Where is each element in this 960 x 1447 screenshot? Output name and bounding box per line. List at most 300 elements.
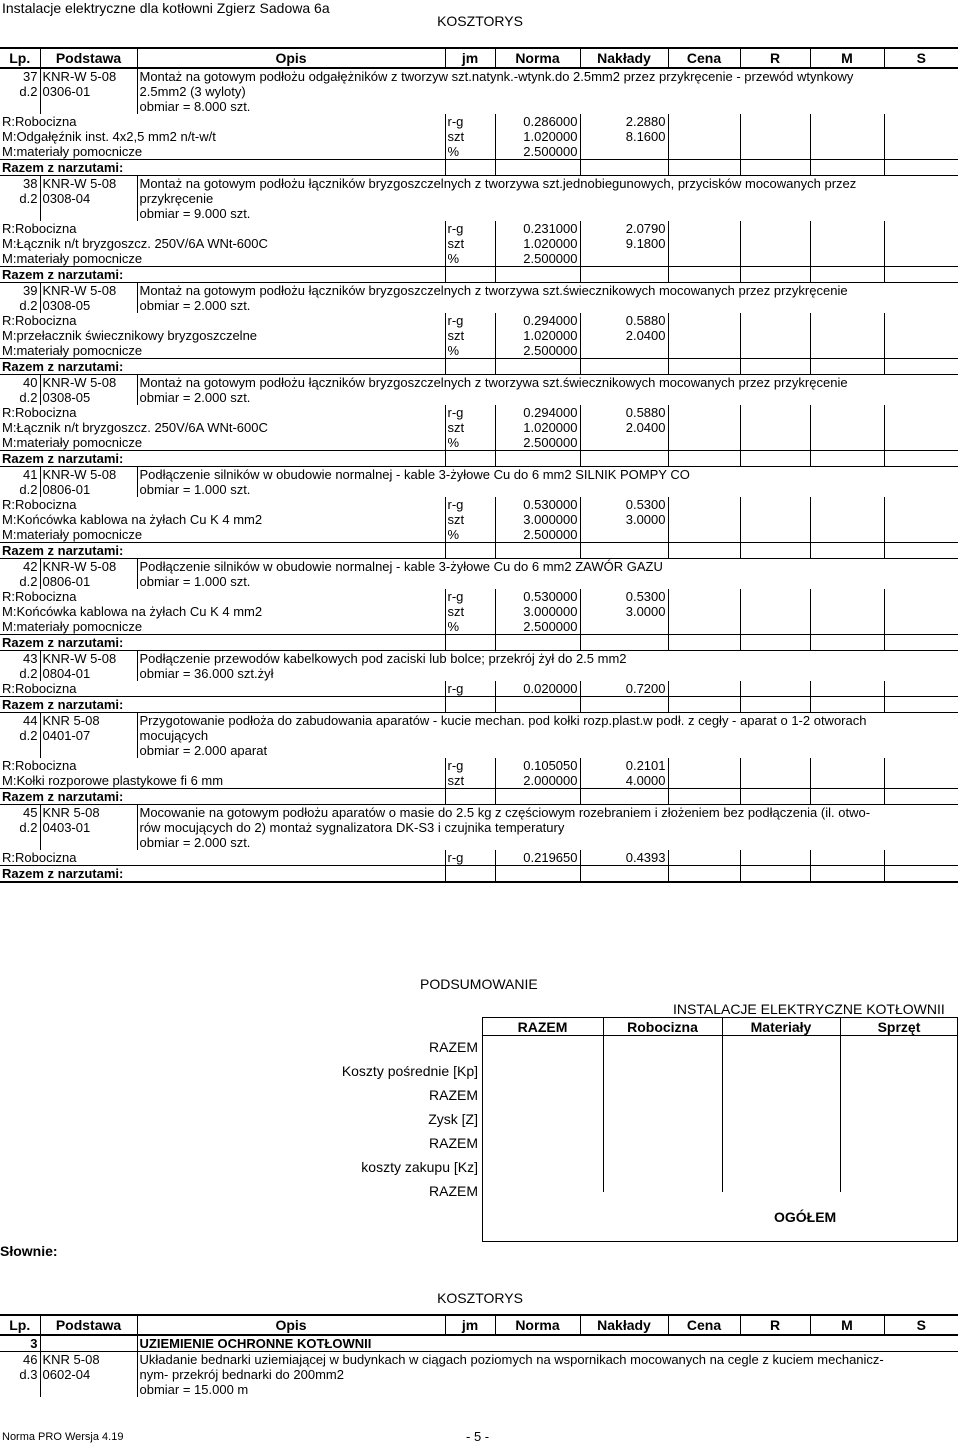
table-row	[0, 84, 958, 99]
empty-cell	[580, 267, 668, 283]
empty-cell	[580, 359, 668, 375]
empty-cell	[668, 527, 740, 543]
item-lp: 45	[0, 805, 40, 821]
column-header: Cena	[668, 1315, 740, 1335]
item-lp2	[0, 835, 40, 850]
summary-row-label: koszty zakupu [Kz]	[361, 1159, 478, 1175]
column-header: Norma	[495, 48, 580, 68]
item-description: obmiar = 2.000 aparat	[137, 743, 958, 758]
item-basis-code: 0306-01	[40, 84, 137, 99]
item-basis: KNR-W 5-08	[40, 283, 137, 299]
empty-cell	[884, 221, 958, 236]
empty-cell	[740, 313, 810, 328]
item-description: Mocowanie na gotowym podłożu aparatów o masie do 2.5 kg z częściowym rozebraniem i złożeniem bez podłączenia (il. otwo-	[137, 805, 958, 821]
resource-unit: szt	[445, 236, 495, 251]
resource-name: R:Robocizna	[2, 497, 77, 512]
resource-norm: 2.500000	[495, 619, 580, 635]
item-basis-code: 0401-07	[40, 728, 137, 743]
empty-cell	[668, 850, 740, 866]
resource-norm: 0.219650	[495, 850, 580, 866]
item-description: Podłączenie przewodów kabelkowych pod zaciski lub bolce; przekrój żył do 2.5 mm2	[137, 651, 958, 667]
item-lp: 41	[0, 467, 40, 483]
empty-cell	[740, 420, 810, 435]
table-row	[0, 176, 958, 192]
resource-norm: 0.105050	[495, 758, 580, 773]
resource-naklady: 2.0400	[580, 328, 668, 343]
resource-naklady: 3.0000	[580, 512, 668, 527]
item-basis: KNR 5-08	[40, 1352, 137, 1368]
item-basis-code: 0602-04	[40, 1367, 137, 1382]
resource-norm: 2.500000	[495, 251, 580, 267]
item-description: obmiar = 2.000 szt.	[137, 390, 958, 405]
empty-cell	[740, 527, 810, 543]
empty-cell	[740, 543, 810, 559]
empty-cell	[884, 405, 958, 420]
column-header: Lp.	[0, 48, 40, 68]
empty-cell	[668, 758, 740, 773]
column-header: Cena	[668, 48, 740, 68]
empty-cell	[810, 619, 884, 635]
resource-unit: %	[445, 619, 495, 635]
resource-norm: 2.500000	[495, 435, 580, 451]
resource-row	[0, 129, 958, 144]
empty-cell	[884, 236, 958, 251]
resource-unit: r-g	[445, 114, 495, 129]
empty-cell	[740, 343, 810, 359]
empty-cell	[884, 267, 958, 283]
empty-cell	[810, 451, 884, 467]
resource-row	[0, 619, 958, 635]
summary-row-label: RAZEM	[429, 1039, 478, 1055]
resource-naklady: 2.0400	[580, 420, 668, 435]
empty-cell	[810, 697, 884, 713]
empty-cell	[884, 435, 958, 451]
empty-cell	[810, 144, 884, 160]
summary-col-razem: RAZEM	[517, 1019, 568, 1035]
empty-cell	[810, 527, 884, 543]
column-header: Nakłady	[580, 1315, 668, 1335]
item-lp2: d.2	[19, 574, 38, 589]
empty-cell	[884, 697, 958, 713]
empty-cell	[668, 435, 740, 451]
empty-cell	[740, 789, 810, 805]
resource-row	[0, 497, 958, 512]
resource-naklady	[580, 435, 668, 451]
item-basis: KNR 5-08	[40, 713, 137, 729]
item-lp2	[0, 743, 40, 758]
razem-label: Razem z narzutami:	[0, 359, 445, 375]
table-header-row	[0, 1315, 958, 1335]
resource-unit: r-g	[445, 497, 495, 512]
empty-cell	[668, 328, 740, 343]
column-header: M	[810, 48, 884, 68]
razem-row	[0, 697, 958, 713]
empty-cell	[884, 251, 958, 267]
empty-cell	[445, 451, 495, 467]
resource-norm: 2.500000	[495, 343, 580, 359]
resource-name: R:Robocizna	[2, 681, 77, 696]
empty-cell	[740, 144, 810, 160]
table-row	[0, 728, 958, 743]
item-lp2	[0, 206, 40, 221]
empty-cell	[810, 221, 884, 236]
empty-cell	[810, 635, 884, 651]
item-lp2: d.2	[19, 728, 38, 743]
empty-cell	[884, 850, 958, 866]
column-header: M	[810, 1315, 884, 1335]
empty-cell	[810, 604, 884, 619]
empty-cell	[884, 512, 958, 527]
empty-cell	[810, 129, 884, 144]
empty-cell	[668, 635, 740, 651]
razem-row	[0, 543, 958, 559]
item-basis-code: 0308-05	[40, 298, 137, 313]
summary-box	[482, 1017, 958, 1242]
item-lp2	[0, 1382, 40, 1397]
empty-cell	[884, 589, 958, 604]
item-description: nym- przekrój bednarki do 200mm2	[137, 1367, 958, 1382]
table-row	[0, 283, 958, 299]
empty-cell	[668, 681, 740, 697]
table-row	[0, 390, 958, 405]
item-basis: KNR-W 5-08	[40, 375, 137, 391]
empty-cell	[495, 267, 580, 283]
razem-label: Razem z narzutami:	[0, 543, 445, 559]
empty-cell	[810, 758, 884, 773]
resource-unit: szt	[445, 328, 495, 343]
table-row	[0, 482, 958, 497]
resource-norm: 0.294000	[495, 405, 580, 420]
empty-cell	[810, 359, 884, 375]
resource-unit: szt	[445, 773, 495, 789]
item-description: Montaż na gotowym podłożu łączników bryzgoszczelnych z tworzywa szt.świecznikowych mocowanych przez przykręcenie	[137, 375, 958, 391]
empty-cell	[445, 635, 495, 651]
resource-row	[0, 589, 958, 604]
resource-unit: r-g	[445, 313, 495, 328]
item-lp2: d.2	[19, 84, 38, 99]
table-row	[0, 820, 958, 835]
empty-cell	[668, 497, 740, 512]
resource-norm: 0.530000	[495, 589, 580, 604]
razem-label: Razem z narzutami:	[0, 160, 445, 176]
item-description: Podłączenie silników w obudowie normalnej - kable 3-żyłowe Cu do 6 mm2 SILNIK POMPY CO	[137, 467, 958, 483]
table-row	[0, 191, 958, 206]
resource-norm: 1.020000	[495, 420, 580, 435]
summary-col-materialy: Materiały	[750, 1019, 812, 1035]
summary-col-divider	[603, 1017, 604, 1192]
item-basis-code	[40, 206, 137, 221]
resource-unit: r-g	[445, 221, 495, 236]
resource-row	[0, 251, 958, 267]
empty-cell	[668, 543, 740, 559]
item-lp2: d.2	[19, 191, 38, 206]
empty-cell	[884, 619, 958, 635]
empty-cell	[740, 681, 810, 697]
resource-norm: 0.530000	[495, 497, 580, 512]
summary-col-robocizna: Robocizna	[627, 1019, 698, 1035]
column-header: jm	[445, 48, 495, 68]
resource-row	[0, 850, 958, 866]
resource-naklady: 3.0000	[580, 604, 668, 619]
item-basis-code: 0308-04	[40, 191, 137, 206]
column-header: S	[884, 1315, 958, 1335]
empty-cell	[445, 697, 495, 713]
resource-name: M:materiały pomocnicze	[2, 619, 143, 634]
razem-row	[0, 635, 958, 651]
empty-cell	[495, 635, 580, 651]
empty-cell	[884, 497, 958, 512]
resource-unit: %	[445, 144, 495, 160]
column-header: R	[740, 1315, 810, 1335]
resource-norm: 0.231000	[495, 221, 580, 236]
razem-row	[0, 359, 958, 375]
table-row	[0, 375, 958, 391]
resource-norm: 2.500000	[495, 144, 580, 160]
empty-cell	[740, 359, 810, 375]
empty-cell	[810, 343, 884, 359]
resource-naklady	[580, 619, 668, 635]
empty-cell	[884, 527, 958, 543]
empty-cell	[668, 359, 740, 375]
item-basis: KNR-W 5-08	[40, 176, 137, 192]
group-title: UZIEMIENIE OCHRONNE KOTŁOWNII	[137, 1335, 958, 1352]
resource-unit: %	[445, 527, 495, 543]
summary-row-label: RAZEM	[429, 1087, 478, 1103]
resource-name: M:Końcówka kablowa na żyłach Cu K 4 mm2	[2, 604, 263, 619]
item-lp: 44	[0, 713, 40, 729]
group-row	[0, 1335, 958, 1352]
item-description: obmiar = 2.000 szt.	[137, 298, 958, 313]
item-basis: KNR 5-08	[40, 805, 137, 821]
empty-cell	[668, 866, 740, 883]
resource-row	[0, 773, 958, 789]
empty-cell	[668, 512, 740, 527]
resource-row	[0, 435, 958, 451]
footer-version: Norma PRO Wersja 4.19	[2, 1431, 124, 1443]
summary-row-label: Koszty pośrednie [Kp]	[341, 1063, 478, 1079]
resource-naklady	[580, 144, 668, 160]
resource-naklady: 2.0790	[580, 221, 668, 236]
empty-cell	[445, 866, 495, 883]
summary-divider	[482, 1035, 958, 1036]
item-description: obmiar = 2.000 szt.	[137, 835, 958, 850]
doc-heading: KOSZTORYS	[437, 13, 523, 29]
resource-name: M:Kołki rozporowe plastykowe fi 6 mm	[2, 773, 224, 788]
resource-naklady	[580, 343, 668, 359]
empty-cell	[668, 405, 740, 420]
resource-naklady: 8.1600	[580, 129, 668, 144]
resource-unit: szt	[445, 604, 495, 619]
empty-cell	[668, 789, 740, 805]
item-basis: KNR-W 5-08	[40, 651, 137, 667]
item-lp2: d.3	[19, 1367, 38, 1382]
summary-row-label: RAZEM	[429, 1135, 478, 1151]
empty-cell	[740, 850, 810, 866]
resource-row	[0, 343, 958, 359]
resource-unit: r-g	[445, 589, 495, 604]
empty-cell	[810, 543, 884, 559]
empty-cell	[580, 866, 668, 883]
resource-name: M:przełacznik świecznikowy bryzgoszczelne	[2, 328, 258, 343]
resource-naklady: 0.2101	[580, 758, 668, 773]
resource-norm: 3.000000	[495, 512, 580, 527]
empty-cell	[740, 589, 810, 604]
column-header: Lp.	[0, 1315, 40, 1335]
empty-cell	[810, 681, 884, 697]
razem-row	[0, 267, 958, 283]
summary-col-divider	[722, 1017, 723, 1192]
item-basis: KNR-W 5-08	[40, 559, 137, 575]
empty-cell	[445, 267, 495, 283]
resource-naklady: 0.5880	[580, 405, 668, 420]
resource-name: M:Końcówka kablowa na żyłach Cu K 4 mm2	[2, 512, 263, 527]
item-basis-code: 0308-05	[40, 390, 137, 405]
item-lp: 38	[0, 176, 40, 192]
empty-cell	[884, 789, 958, 805]
item-lp2: d.2	[19, 820, 38, 835]
column-header: Norma	[495, 1315, 580, 1335]
empty-cell	[884, 758, 958, 773]
empty-cell	[445, 789, 495, 805]
summary-col-sprzet: Sprzęt	[877, 1019, 921, 1035]
empty-cell	[740, 129, 810, 144]
empty-cell	[495, 451, 580, 467]
resource-naklady: 9.1800	[580, 236, 668, 251]
empty-cell	[810, 236, 884, 251]
resource-name: R:Robocizna	[2, 589, 77, 604]
resource-unit: r-g	[445, 850, 495, 866]
item-description: Podłączenie silników w obudowie normalnej - kable 3-żyłowe Cu do 6 mm2 ZAWÓR GAZU	[137, 559, 958, 575]
razem-row	[0, 160, 958, 176]
item-lp2: d.2	[19, 298, 38, 313]
empty-cell	[810, 420, 884, 435]
empty-cell	[668, 236, 740, 251]
item-lp: 42	[0, 559, 40, 575]
resource-name: R:Robocizna	[2, 850, 77, 865]
column-header: S	[884, 48, 958, 68]
razem-label: Razem z narzutami:	[0, 789, 445, 805]
item-description: 2.5mm2 (3 wyloty)	[137, 84, 958, 99]
empty-cell	[810, 512, 884, 527]
resource-name: R:Robocizna	[2, 114, 77, 129]
resource-naklady: 0.5880	[580, 313, 668, 328]
empty-cell	[810, 405, 884, 420]
item-description: Przygotowanie podłoża do zabudowania aparatów - kucie mechan. pod kołki rozp.plast.w podł. z cegły - aparat o 1-2 otworach	[137, 713, 958, 729]
empty-cell	[740, 451, 810, 467]
empty-cell	[810, 773, 884, 789]
cost-table-2	[0, 1314, 958, 1397]
empty-cell	[668, 160, 740, 176]
empty-cell	[740, 405, 810, 420]
item-description: Montaż na gotowym podłożu łączników bryzgoszczelnych z tworzywa szt.świecznikowych mocowanych przez przykręcenie	[137, 283, 958, 299]
empty-cell	[668, 773, 740, 789]
resource-row	[0, 236, 958, 251]
empty-cell	[445, 359, 495, 375]
empty-cell	[810, 789, 884, 805]
resource-unit: %	[445, 435, 495, 451]
empty-cell	[668, 129, 740, 144]
resource-name: M:Łącznik n/t bryzgoszcz. 250V/6A WNt-600C	[2, 236, 268, 251]
footer-page: - 5 -	[466, 1429, 490, 1444]
razem-label: Razem z narzutami:	[0, 267, 445, 283]
resource-norm: 1.020000	[495, 236, 580, 251]
empty-cell	[740, 619, 810, 635]
empty-cell	[884, 543, 958, 559]
table-row	[0, 559, 958, 575]
resource-unit: r-g	[445, 681, 495, 697]
resource-naklady	[580, 527, 668, 543]
empty-cell	[884, 681, 958, 697]
empty-cell	[740, 114, 810, 129]
empty-cell	[580, 160, 668, 176]
razem-label: Razem z narzutami:	[0, 866, 445, 883]
resource-norm: 0.286000	[495, 114, 580, 129]
empty-cell	[884, 866, 958, 883]
empty-cell	[740, 236, 810, 251]
empty-cell	[668, 267, 740, 283]
column-header: Opis	[137, 48, 445, 68]
table-row	[0, 713, 958, 729]
razem-label: Razem z narzutami:	[0, 635, 445, 651]
item-basis: KNR-W 5-08	[40, 467, 137, 483]
item-lp: 40	[0, 375, 40, 391]
resource-norm: 3.000000	[495, 604, 580, 619]
table-header-row	[0, 48, 958, 68]
table-row	[0, 666, 958, 681]
item-description: Montaż na gotowym podłożu łączników bryzgoszczelnych z tworzywa szt.jednobiegunowych, przycisków mocowanych przez	[137, 176, 958, 192]
table-row	[0, 467, 958, 483]
resource-norm: 0.294000	[495, 313, 580, 328]
empty-cell	[740, 604, 810, 619]
resource-name: M:materiały pomocnicze	[2, 251, 143, 266]
item-description: obmiar = 1.000 szt.	[137, 574, 958, 589]
resource-unit: szt	[445, 420, 495, 435]
table-row	[0, 651, 958, 667]
empty-cell	[884, 604, 958, 619]
resource-name: R:Robocizna	[2, 313, 77, 328]
resource-naklady: 2.2880	[580, 114, 668, 129]
summary-subtitle: INSTALACJE ELEKTRYCZNE KOTŁOWNII	[673, 1001, 945, 1017]
resource-unit: r-g	[445, 405, 495, 420]
resource-name: M:Odgałęźnik inst. 4x2,5 mm2 n/t-w/t	[2, 129, 216, 144]
item-description: obmiar = 15.000 m	[137, 1382, 958, 1397]
empty-cell	[740, 328, 810, 343]
empty-cell	[810, 850, 884, 866]
column-header: Opis	[137, 1315, 445, 1335]
item-description: obmiar = 1.000 szt.	[137, 482, 958, 497]
resource-naklady	[580, 251, 668, 267]
empty-cell	[740, 635, 810, 651]
resource-naklady: 0.5300	[580, 497, 668, 512]
empty-cell	[668, 313, 740, 328]
resource-naklady: 0.5300	[580, 589, 668, 604]
resource-unit: %	[445, 251, 495, 267]
resource-unit: r-g	[445, 758, 495, 773]
item-basis-code: 0806-01	[40, 574, 137, 589]
resource-norm: 1.020000	[495, 328, 580, 343]
empty-cell	[495, 160, 580, 176]
item-description: Układanie bednarki uziemiającej w budynkach w ciągach poziomych na wspornikach mocowanych na cegle z kuciem mechanicz-	[137, 1352, 958, 1368]
empty-cell	[580, 635, 668, 651]
empty-cell	[810, 114, 884, 129]
razem-label: Razem z narzutami:	[0, 697, 445, 713]
resource-name: M:materiały pomocnicze	[2, 144, 143, 159]
empty-cell	[445, 543, 495, 559]
item-lp2: d.2	[19, 390, 38, 405]
document-title: Instalacje elektryczne dla kotłowni Zgierz Sadowa 6a	[2, 0, 330, 16]
empty-cell	[668, 604, 740, 619]
item-basis-code: 0804-01	[40, 666, 137, 681]
